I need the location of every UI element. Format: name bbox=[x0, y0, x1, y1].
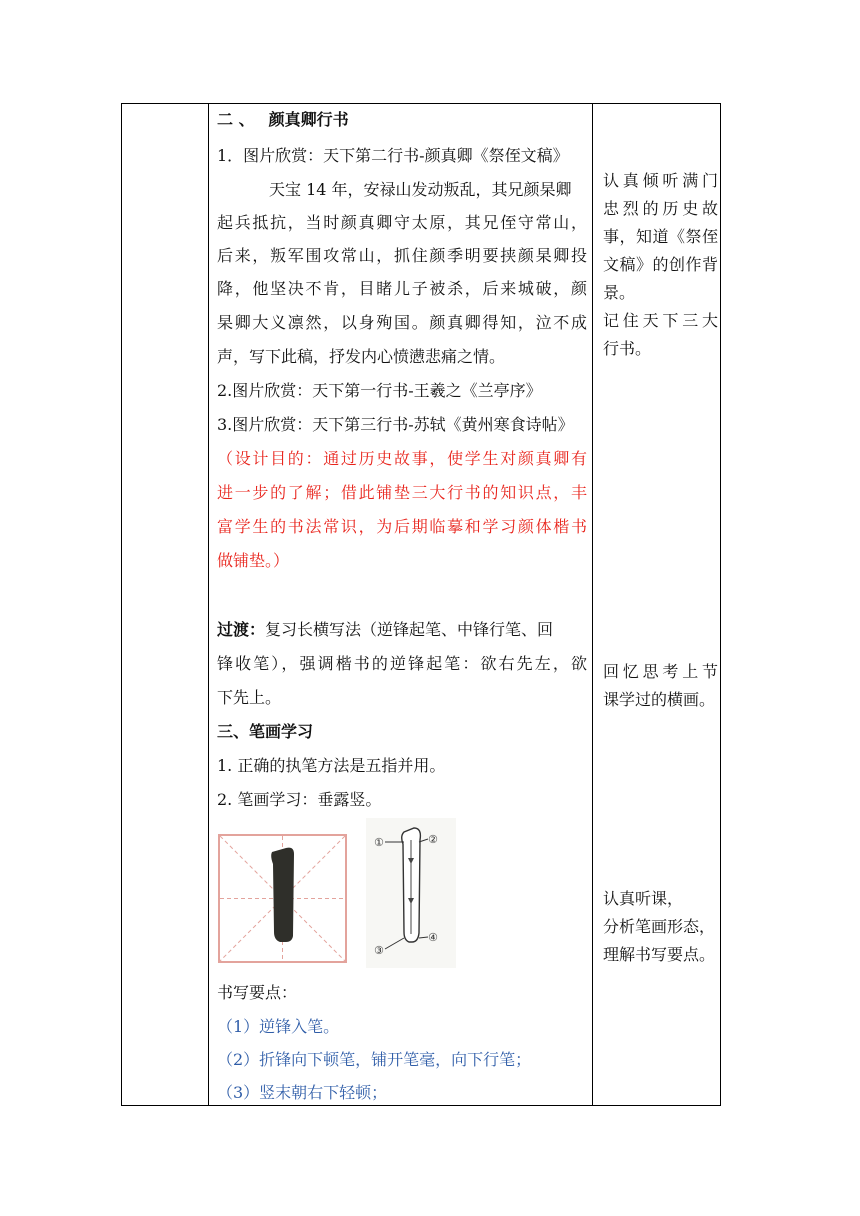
student-activity-block-1 bbox=[603, 167, 718, 363]
tianzige-grid bbox=[220, 836, 345, 961]
student-line: 景。 bbox=[603, 283, 636, 302]
section2-heading-number: 二 、 bbox=[217, 110, 255, 129]
student-line: 理解书写要点。 bbox=[603, 945, 716, 964]
vertical-stroke-shape bbox=[271, 848, 294, 942]
design-purpose-line-4: 做铺垫。） bbox=[217, 551, 290, 570]
point-2: （2）折锋向下顿笔，铺开笔毫，向下行笔； bbox=[217, 1050, 532, 1069]
stroke-order-diagram bbox=[366, 818, 446, 968]
section2-heading-text: 颜真卿行书 bbox=[268, 110, 349, 129]
stroke-label-1: ① bbox=[374, 836, 384, 849]
transition-line-2: 锋收笔），强调楷书的逆锋起笔：欲右先左，欲 bbox=[217, 654, 587, 673]
student-activity-block-3 bbox=[603, 885, 718, 969]
history-paragraph-line-1: 天宝 14 年，安禄山发动叛乱，其兄颜杲卿 bbox=[269, 180, 572, 199]
student-line: 分析笔画形态， bbox=[603, 917, 716, 936]
transition-line-1 bbox=[217, 620, 587, 640]
design-purpose-line-3: 富学生的书法常识，为后期临摹和学习颜体楷书 bbox=[217, 517, 587, 536]
history-paragraph-line-6: 声，写下此稿，抒发内心愤懑悲痛之情。 bbox=[217, 347, 506, 366]
design-purpose-line-1: （设计目的：通过历史故事，使学生对颜真卿有 bbox=[217, 449, 587, 468]
stroke-label-3: ③ bbox=[374, 944, 384, 957]
student-line: 回忆思考上节 bbox=[603, 662, 718, 681]
student-activity-block-2 bbox=[603, 658, 718, 714]
student-line: 文稿》的创作背 bbox=[603, 255, 718, 274]
stroke-label-4: ④ bbox=[428, 931, 438, 944]
section2-item3: 3.图片欣赏：天下第三行书-苏轼《黄州寒食诗帖》 bbox=[217, 415, 574, 434]
column-divider-left bbox=[208, 104, 209, 1105]
transition-text-1: 复习长横写法（逆锋起笔、中锋行笔、回 bbox=[265, 620, 554, 639]
section2-item2: 2.图片欣赏：天下第一行书-王羲之《兰亭序》 bbox=[217, 381, 542, 400]
column-divider-right bbox=[592, 104, 593, 1105]
history-paragraph-line-2: 起兵抵抗，当时颜真卿守太原，其兄侄守常山， bbox=[217, 213, 587, 232]
student-line: 行书。 bbox=[603, 339, 652, 358]
point-1: （1）逆锋入笔。 bbox=[217, 1017, 340, 1036]
student-line: 认真听课， bbox=[603, 889, 684, 908]
section3-item1: 1. 正确的执笔方法是五指并用。 bbox=[217, 756, 446, 775]
point-3: （3）竖末朝右下轻顿； bbox=[217, 1083, 388, 1102]
history-paragraph-line-5: 杲卿大义凛然，以身殉国。颜真卿得知，泣不成 bbox=[217, 313, 587, 332]
section2-heading bbox=[217, 110, 597, 130]
section2-item1: 1．图片欣赏：天下第二行书-颜真卿《祭侄文稿》 bbox=[217, 146, 569, 165]
section3-heading: 三、笔画学习 bbox=[217, 722, 314, 741]
design-purpose-line-2: 进一步的了解；借此铺垫三大行书的知识点，丰 bbox=[217, 483, 587, 502]
student-line: 事，知道《祭侄 bbox=[603, 227, 718, 246]
student-line: 记住天下三大 bbox=[603, 311, 718, 330]
points-title: 书写要点： bbox=[217, 983, 298, 1002]
transition-label: 过渡： bbox=[217, 620, 266, 639]
student-line: 课学过的横画。 bbox=[603, 690, 716, 709]
stroke-label-2: ② bbox=[428, 833, 438, 846]
section3-item2: 2. 笔画学习：垂露竖。 bbox=[217, 790, 382, 809]
history-paragraph-line-4: 降，他坚决不肯，目睹儿子被杀，后来城破，颜 bbox=[217, 279, 587, 298]
student-line: 忠烈的历史故 bbox=[603, 199, 718, 218]
transition-line-3: 下先上。 bbox=[217, 688, 282, 707]
student-line: 认真倾听满门 bbox=[603, 171, 718, 190]
stroke-outline-svg bbox=[366, 818, 456, 968]
history-paragraph-line-3: 后来，叛军围攻常山，抓住颜季明要挟颜杲卿投 bbox=[217, 246, 587, 265]
tianzige-stroke-image bbox=[218, 834, 347, 963]
